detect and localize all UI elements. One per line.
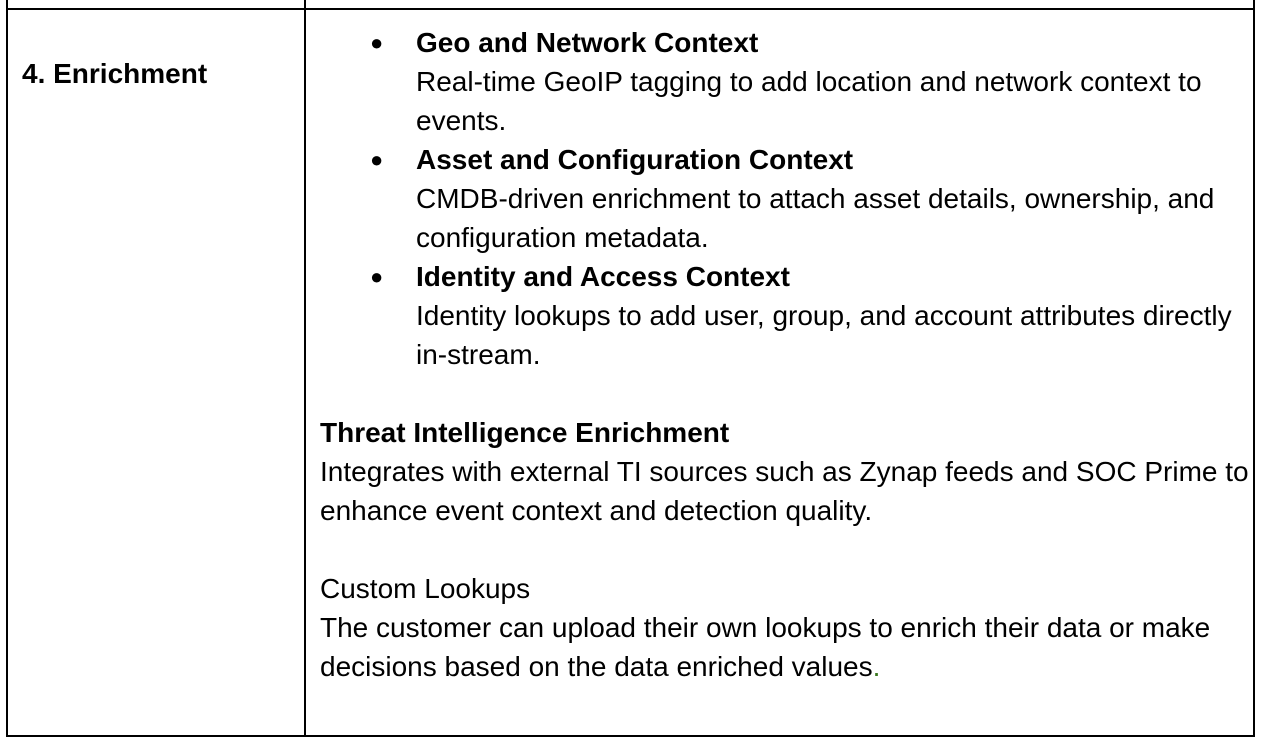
row-divider (8, 8, 1253, 10)
list-item (320, 257, 1250, 374)
context-bullet-list (320, 23, 1250, 374)
bullet-icon: ● (370, 264, 384, 289)
custom-lookups-section (320, 569, 1250, 686)
list-item (320, 23, 1250, 140)
custom-lookups-body: The customer can upload their own lookups to enrich their data or make decisions based on the data enriched values (320, 612, 1211, 682)
enrichment-table (6, 0, 1255, 737)
bullet-body: Identity lookups to add user, group, and account attributes directly in-stream. (416, 300, 1232, 370)
content-cell (320, 23, 1250, 686)
bullet-body: CMDB-driven enrichment to attach asset details, ownership, and configuration metadata. (416, 183, 1215, 253)
bullet-title: Geo and Network Context (416, 27, 759, 58)
custom-lookups-title: Custom Lookups (320, 573, 531, 604)
bullet-icon: ● (370, 30, 384, 55)
bullet-title: Asset and Configuration Context (416, 144, 854, 175)
threat-intel-title: Threat Intelligence Enrichment (320, 417, 730, 448)
column-divider (304, 0, 306, 735)
trailing-period: . (872, 651, 881, 682)
bullet-icon: ● (370, 147, 384, 172)
threat-intel-section (320, 413, 1250, 530)
threat-intel-body: Integrates with external TI sources such as Zynap feeds and SOC Prime to enhance event context and detection quality. (320, 456, 1249, 526)
bullet-body: Real-time GeoIP tagging to add location and network context to events. (416, 66, 1202, 136)
bullet-title: Identity and Access Context (416, 261, 790, 292)
list-item (320, 140, 1250, 257)
row-label: 4. Enrichment (22, 58, 208, 89)
custom-lookups-paragraph (320, 608, 1250, 686)
